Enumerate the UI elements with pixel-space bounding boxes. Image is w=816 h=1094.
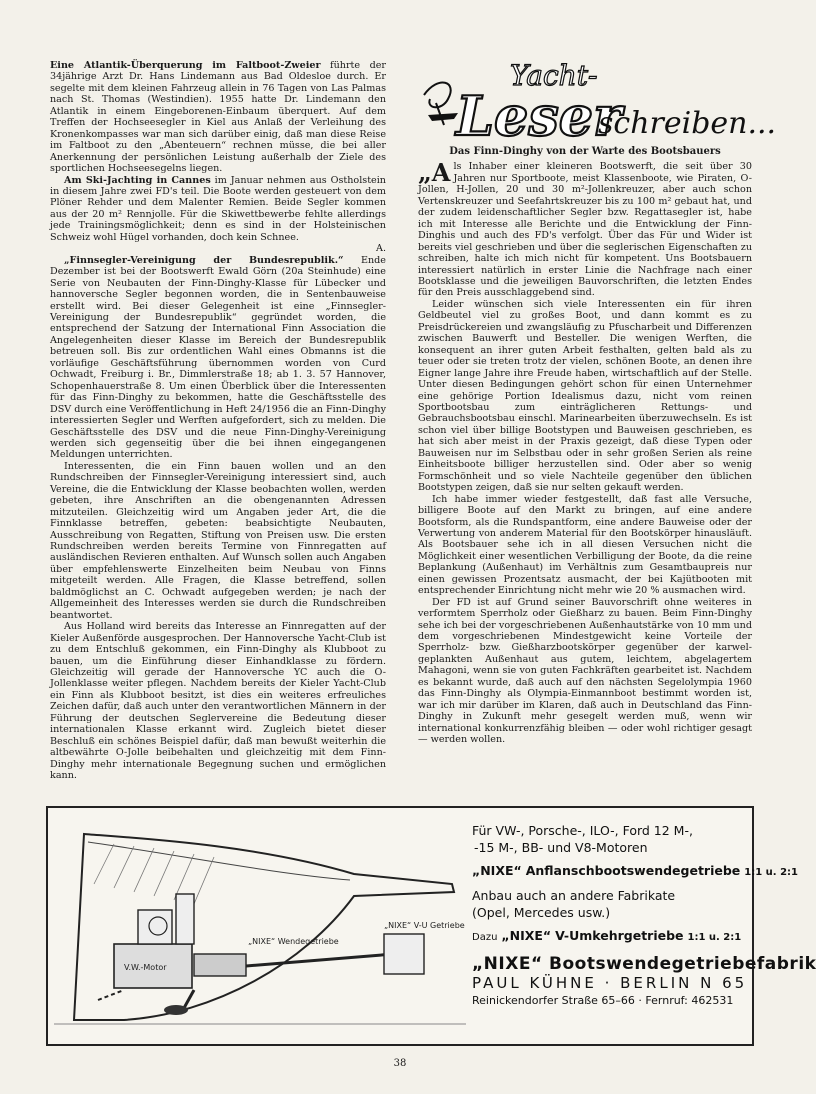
brand: „NIXE“	[472, 863, 522, 878]
drawing-label-motor: V.W.-Motor	[124, 963, 167, 972]
brand: „NIXE“	[501, 928, 552, 943]
article-lindemann	[50, 60, 386, 175]
boat-engine-drawing	[54, 814, 466, 1040]
letter-paragraph: Der FD ist auf Grund seiner Bauvorschrift ohne weiteres in verformtem Sperrholz oder Gießharz zu bauen. Beim Finn-Dinghy sehe ich bei der vorgeschriebenen Außenhautstärke von 10 mm und dem vorgeschriebenen Mindestgewicht keine Vorteile der Sperrholz- bzw. Gießharzbootskörper gegenüber der karwel-geplankten Außenhaut aus gutem, leichtem, abgelagertem Mahagoni, wenn sie von guten Fachkräften gearbeitet ist. Nachdem es bekannt wurde, daß auch auf den nächsten Segelolympia 1960 das Finn-Dinghy als Olympia-Einmannboot bestimmt worden ist, war ich mir darüber im Klaren, daß auch in Deutschland das Finn-Dinghy in Zukunft mehr gesegelt werden muß, wenn wir international konkurrenzfähig bleiben — oder wohl richtiger gesagt — werden wollen.	[418, 596, 752, 746]
article-lead: Am Ski-Jachting in Cannes	[64, 174, 211, 186]
page-number: 38	[393, 1058, 407, 1069]
article-paragraph: Interessenten, die ein Finn bauen wollen und an den Rundschreiben der Finnsegler-Vereinigung interessiert sind, auch Vereine, die die Entwicklung der Klasse beobachten wollen, werden gebeten, ihre Anschriften an die obengenannten Adressen mitzuteilen. Gleichzeitig wird um Angaben jeder Art, die die Finnklasse betreffen, gebeten: beabsichtigte Neubauten, Ausschreibung von Regatten, Stiftung von Preisen usw. Die ersten Rundschreiben werden bereits Termine von Finnregatten auf ausländischen Revieren enthalten. Auf Wunsch sollen auch Angaben über empfehlenswerte Einzelheiten beim Neubau von Finns mitgeteilt werden. Alle Fragen, die Klasse betreffend, sollen baldmöglichst an C. Ochwadt aufgegeben werden; je nach der Allgemeinheit des Interesses werden sie durch die Rundschreiben beantwortet.	[50, 460, 386, 621]
ad-address: Reinickendorfer Straße 65–66 · Fernruf: 462531	[472, 994, 734, 1007]
nixe-advertisement	[46, 806, 816, 1046]
article-lead: „Finnsegler-Vereinigung der Bundesrepublik.“	[64, 254, 344, 266]
ad-line: Anbau auch an andere Fabrikate	[472, 888, 676, 903]
ratio: 1:1 u. 2:1	[744, 867, 798, 878]
masthead-word-yacht: Yacht-	[510, 59, 598, 92]
article-finnsegler	[50, 255, 386, 461]
article-lead: Eine Atlantik-Überquerung im Faltboot-Zweier	[50, 60, 321, 71]
ad-line-vgear	[472, 927, 754, 946]
letter-paragraph	[418, 158, 752, 299]
yacht-leser-schreiben-masthead	[418, 55, 777, 148]
ad-line: Für VW-, Porsche-, ILO-, Ford 12 M-,	[472, 823, 693, 838]
letter-paragraph: Ich habe immer wieder festgestellt, daß fast alle Versuche, billigere Boote auf den Markt zu bringen, auf eine andere Bootsform, als die Rundspantform, eine andere Bauweise oder der Verwertung von anderem Material für den Bootskörper hinausläuft. Als Bootsbauer sehe ich in all diesen Versuchen nicht die Möglichkeit einer wesentlichen Verbilligung der Boote, da die reine Beplankung (Außenhaut) im Verhältnis zum Gesamtbaupreis nur einen gewissen Prozentsatz ausmacht, der bei Kajütbooten mit entsprechender Einrichtung nicht mehr wie 20 % ausmachen wird.	[418, 493, 752, 597]
letter-text: ls Inhaber einer kleineren Bootswerft, die seit über 30 Jahren nur Sportboote, meist Klassenboote, wie Piraten, O-Jollen, H-Jollen, 20 und 30 m²-Jollenkreuzer, aber auch schon Vertenskreuzer und Seefahrtskreuzer bis zu 100 m² gebaut hat, und der zudem leidenschaftlicher Segler bzw. Regattasegler ist, habe ich mit Interesse alle Berichte und die Entwicklung der Finn-Dinghis und auch des FD's verfolgt. Über das Für und Wider ist bereits viel geschrieben und über die seglerischen Eigenschaften zu schreiben, halte ich mich nicht für kompetent. Uns Bootsbauern interessiert natürlich in erster Linie die Nachfrage nach einer Bootsklasse und die jeweiligen Bauvorschriften, die letzten Endes für den Preis ausschlaggebend sind.	[418, 161, 752, 299]
masthead-decoration	[418, 55, 777, 148]
ad-company: „NIXE“ Bootswendegetriebefabrik	[472, 954, 816, 974]
masthead-word-leser: Leser	[456, 84, 622, 148]
drawing-label-gear: „NIXE“ Wendegetriebe	[248, 937, 339, 946]
letter-paragraph: Leider wünschen sich viele Interessenten ein für ihren Geldbeutel viel zu großes Boot, und dann kommt es zu Preisdrückereien und zwangsläufig zu Pfuscharbeit und Differenzen zwischen Bauwerft und Besteller. Die wenigen Werften, die konsequent an ihrer guten Arbeit festhalten, gelten bald als zu teuer oder sie treten trotz der vielen, schönen Boote, an denen ihre Eigner lange Jahre ihre Freude haben, wirtschaftlich auf der Stelle. Unter diesen Bedingungen gehört schon für einen Unternehmer eine gehörige Portion Idealismus dazu, nicht vom reinen Sportbootsbau zum einträglicheren Rettungs- und Gebrauchsbootsbau einschl. Marinearbeiten überzuwechseln. Es ist schon viel über billige Bootstypen und Bauweisen geschrieben, es hat sich aber meist in der Praxis gezeigt, daß diese Typen oder Bauweisen nur im Selbstbau oder in sehr großen Serien als reine Einheitsboote billiger herzustellen sind. Oder aber so wenig Formschönheit und so viele Nachteile gegenüber den üblichen Bootstypen zeigen, daß sie nur selten gekauft werden.	[418, 298, 752, 494]
right-column	[418, 146, 752, 746]
masthead-word-schreiben: schreiben...	[598, 106, 777, 141]
product: Anflanschbootswendegetriebe	[525, 863, 741, 878]
ad-line: -15 M-, BB- und V8-Motoren	[474, 840, 648, 855]
product: V-Umkehrgetriebe	[555, 928, 684, 943]
drawing-label-vgear: „NIXE“ V-U Getriebe	[384, 921, 465, 930]
article-text: Ende Dezember ist bei der Bootswerft Ewald Görn (20a Steinhude) eine Serie von Neubauten der Finn-Dinghy-Klasse für Lübecker und hannoversche Segler begonnen worden, die in Sentenbauweise erstellt wird. Bei dieser Gelegenheit ist eine „Finnsegler-Vereinigung der Bundesrepublik“ gegründet worden, die entsprechend der Satzung der International Finn Association die Angelegenheiten dieser Klasse im Bereich der Bundesrepublik betreuen soll. Bis zur ordentlichen Wahl eines Obmanns ist die vorläufige Geschäftsführung übernommen worden von Curd Ochwadt, Freiburg i. Br., Dimmlerstraße 18; ab 1. 3. 57 Hannover, Schopenhauerstraße 8. Um einen Überblick über die Interessenten für das Finn-Dinghy zu bekommen, hatte die Geschäftsstelle des DSV durch eine Veröffentlichung in Heft 24/1956 die an Finn-Dinghy interessierten Segler und Werften aufgefordert, sich zu melden. Die Geschäftsstelle des DSV und die neue Finn-Dinghy-Vereinigung werden sich gegenseitig über die bei ihnen eingegangenen Meldungen unterrichten.	[50, 254, 386, 461]
ad-line-product	[472, 862, 798, 881]
left-column	[50, 60, 386, 782]
article-text: im Januar nehmen aus Ostholstein in diesem Jahre zwei FD's teil. Die Boote werden gesteuert von dem Plöner Rehder und dem Malenter Remien. Beide Segler kommen aus der 20 m² Rennjolle. Für die Skiwettbewerbe fehlte allerdings jede Trainingsmöglichkeit; denn es sind in der Holsteinischen Schweiz wohl Hügel vorhanden, doch kein Schnee.	[50, 174, 386, 243]
article-text: führte der 34jährige Arzt Dr. Hans Lindemann aus Bad Oldesloe durch. Er segelte mit dem kleinen Fahrzeug allein in 76 Tagen von Las Palmas nach St. Thomas (Westindien). 1955 hatte Dr. Lindemann den Atlantik in einem Eingeborenen-Einbaum überquert. Auf dem Treffen der Hochseesegler in Kiel aus Anlaß der Verleihung des Kronenkompasses war man sich darüber einig, daß man diese Reise im Faltboot zu den „Abenteuern“ rechnen müsse, die bei aller Anerkennung der persönlichen Leistung außerhalb der Ziele des sportlichen Hochseesegelns liegen.	[50, 60, 386, 175]
ratio: 1:1 u. 2:1	[687, 932, 742, 943]
ad-line: (Opel, Mercedes usw.)	[472, 905, 611, 920]
ad-owner: PAUL KÜHNE · BERLIN N 65	[472, 974, 748, 992]
letter-subhead: Das Finn-Dinghy von der Warte des Bootsbauers	[449, 146, 721, 157]
article-cannes	[50, 175, 386, 244]
article-paragraph: Aus Holland wird bereits das Interesse an Finnregatten auf der Kieler Außenförde ausgesprochen. Der Hannoversche Yacht-Club ist zu dem Entschluß gekommen, ein Finn-Dinghy als Klubboot zu bauen, um die Einführung dieser Einhandklasse zu fördern. Gleichzeitig will gerade der Hannoversche YC auch die O-Jollenklasse weiter pflegen. Nachdem bereits der Kieler Yacht-Club ein Finn als Klubboot besitzt, ist dies ein weiteres erfreuliches Zeichen dafür, daß auch unter den verantwortlichen Männern in der Führung der deutschen Seglervereine die Bedeutung dieser internationalen Klasse erkannt wird. Zugleich bietet dieser Beschluß ein schönes Beispiel dafür, daß man bewußt weiterhin die altbewährte O-Jolle beibehalten und gleichzeitig mit dem Finn-Dinghy mehr internationale Begegnung suchen und ermöglichen kann.	[50, 621, 386, 782]
advertisement-text	[472, 822, 816, 1009]
article-signature: A.	[376, 243, 386, 255]
prefix: Dazu	[472, 932, 498, 943]
drop-cap: „A	[418, 158, 451, 188]
